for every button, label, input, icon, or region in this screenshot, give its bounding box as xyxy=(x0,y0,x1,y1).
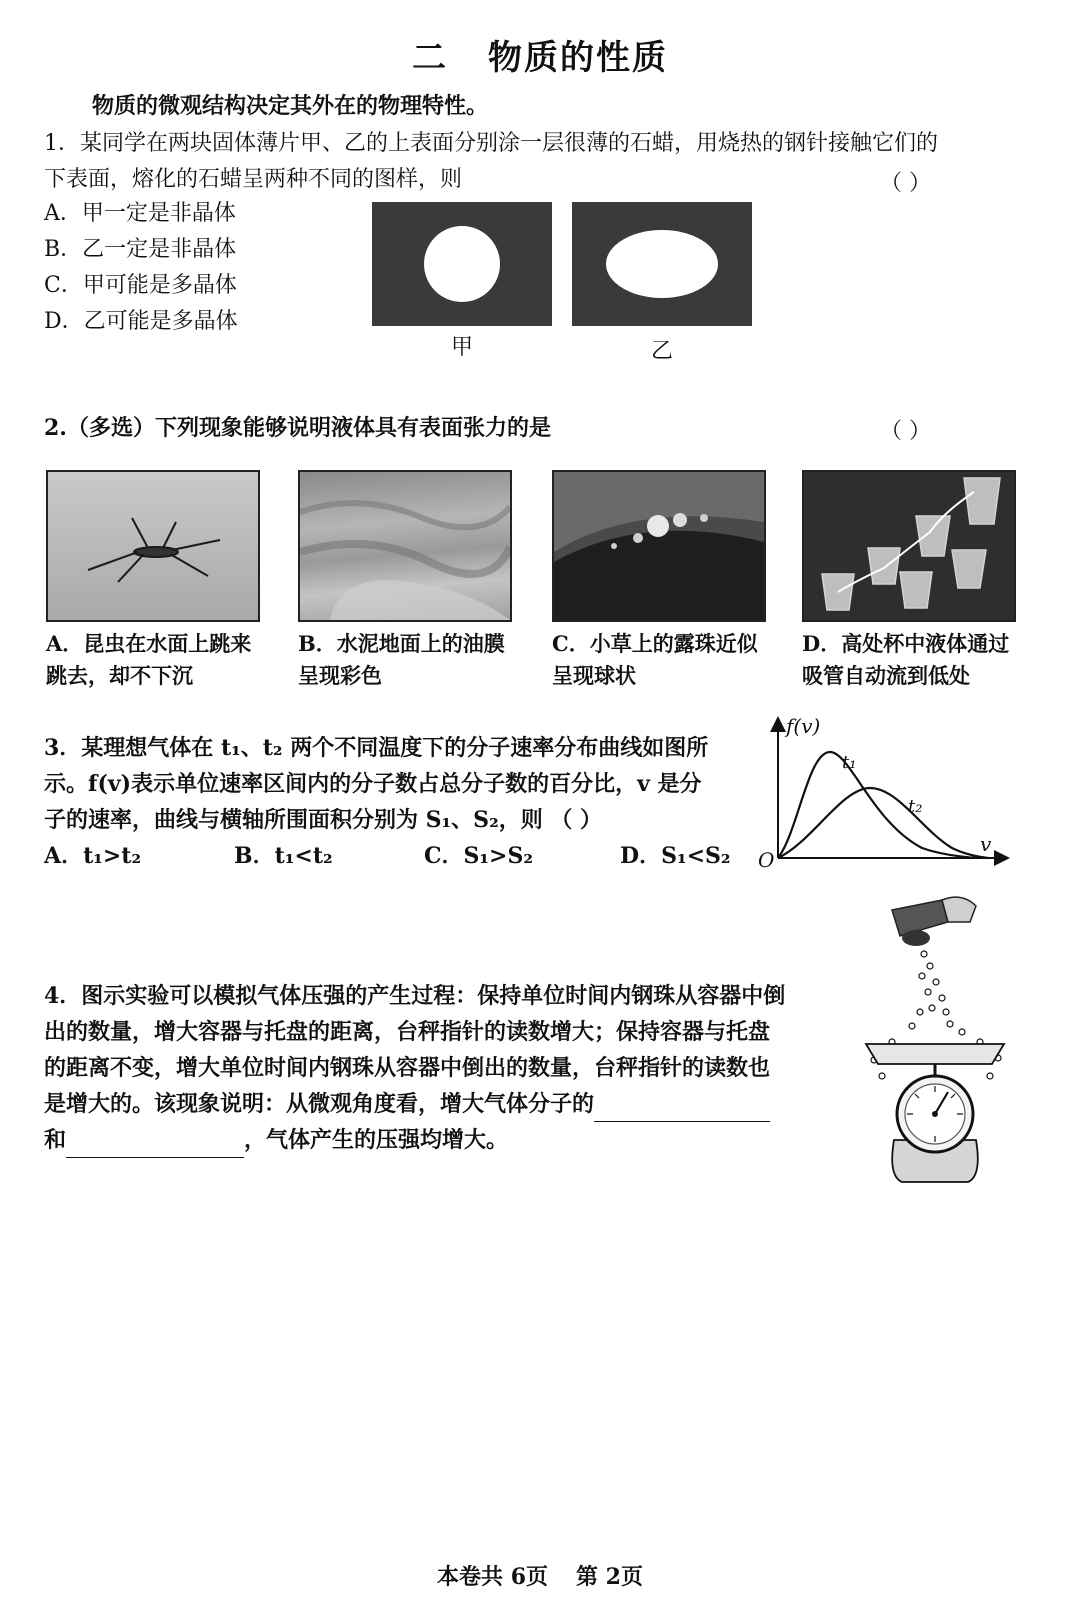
q4-answer-blank-1[interactable] xyxy=(594,1097,770,1122)
q2-caption-a-line1: A．昆虫在水面上跳来 xyxy=(46,631,252,656)
q4-stem-line2: 出的数量，增大容器与托盘的距离，台秤指针的读数增大；保持容器与托盘 xyxy=(44,1019,771,1045)
q4-stem-line4 xyxy=(44,1086,770,1122)
q1-stem-line2: 下表面，熔化的石蜡呈两种不同的图样，则 xyxy=(44,167,463,192)
q4-answer-blank-2[interactable] xyxy=(66,1133,244,1158)
q2-photo-siphon-cups xyxy=(802,470,1016,622)
q3-option-c: C．S₁>S₂ xyxy=(424,843,533,869)
section-heading: 物质的性质 xyxy=(488,38,668,78)
q3-stem-line3: 子的速率，曲线与横轴所围面积分别为 S₁、S₂，则 （ ） xyxy=(44,807,603,833)
q4-line5-and: 和 xyxy=(44,1127,67,1153)
q3-graph-label-t2: t₂ xyxy=(908,796,923,817)
q4-scale-illustration xyxy=(852,892,1022,1188)
curve-t2 xyxy=(778,788,988,858)
section-title xyxy=(0,30,1080,79)
oil-film-image xyxy=(300,472,510,620)
section-intro: 物质的微观结构决定其外在的物理特性。 xyxy=(92,93,489,119)
q4-stem-line1: 4．图示实验可以模拟气体压强的产生过程：保持单位时间内钢珠从容器中倒 xyxy=(44,983,786,1009)
wax-ellipse-pattern xyxy=(572,202,752,326)
footer-total-pages: 本卷共 6页 xyxy=(437,1564,548,1590)
siphon-cups-image xyxy=(804,472,1014,620)
q1-figure-jia xyxy=(372,202,552,326)
q2-caption-b-line2: 呈现彩色 xyxy=(298,663,382,688)
q2-caption-b xyxy=(298,628,505,692)
q1-answer-bracket: （ ） xyxy=(880,171,931,196)
q2-answer-bracket: （ ） xyxy=(880,419,931,444)
steel-balls-scale-image xyxy=(852,892,1022,1188)
water-strider-image xyxy=(48,472,258,620)
section-number: 二 xyxy=(412,38,448,78)
q1-stem-line1: 1．某同学在两块固体薄片甲、乙的上表面分别涂一层很薄的石蜡，用烧热的钢针接触它们的 xyxy=(44,131,939,156)
q3-option-b: B．t₁<t₂ xyxy=(234,843,333,869)
q3-distribution-graph xyxy=(752,712,1012,874)
q2-stem: 2.（多选）下列现象能够说明液体具有表面张力的是 xyxy=(44,415,551,441)
q2-caption-c-line1: C．小草上的露珠近似 xyxy=(552,631,758,656)
q3-option-a: A．t₁>t₂ xyxy=(44,843,142,869)
q3-graph-label-t1: t₁ xyxy=(842,752,857,773)
q3-option-d: D．S₁<S₂ xyxy=(620,843,731,869)
q1-label-yi: 乙 xyxy=(650,339,673,364)
q2-caption-d-line2: 吸管自动流到低处 xyxy=(802,663,970,688)
page-footer xyxy=(0,1560,1080,1591)
q1-option-d: D．乙可能是多晶体 xyxy=(44,309,238,334)
q2-caption-a-line2: 跳去，却不下沉 xyxy=(46,663,193,688)
curve-t1 xyxy=(778,752,978,858)
q2-caption-d xyxy=(802,628,1009,692)
q2-photo-oil-film xyxy=(298,470,512,622)
q2-caption-c-line2: 呈现球状 xyxy=(552,663,636,688)
dew-drops-image xyxy=(554,472,764,620)
q2-caption-b-line1: B．水泥地面上的油膜 xyxy=(298,631,505,656)
q1-label-jia: 甲 xyxy=(450,335,473,360)
q3-stem-line2: 示。f(v)表示单位速率区间内的分子数占总分子数的百分比，v 是分 xyxy=(44,771,702,797)
q1-option-a: A．甲一定是非晶体 xyxy=(44,201,236,226)
q1-option-b: B．乙一定是非晶体 xyxy=(44,237,237,262)
wax-circle-pattern xyxy=(372,202,552,326)
q4-line4-text: 是增大的。该现象说明：从微观角度看，增大气体分子的 xyxy=(44,1091,595,1117)
q3-graph-ylabel: f(v) xyxy=(786,714,821,738)
q2-caption-a xyxy=(46,628,251,692)
q4-line5-text: ，气体产生的压强均增大。 xyxy=(244,1127,509,1153)
q4-stem-line3: 的距离不变，增大单位时间内钢珠从容器中倒出的数量，台秤指针的读数也 xyxy=(44,1055,771,1081)
q2-photo-dew-drops xyxy=(552,470,766,622)
footer-page-number: 第 2页 xyxy=(576,1564,643,1590)
q2-caption-d-line1: D．高处杯中液体通过 xyxy=(802,631,1010,656)
q2-caption-c xyxy=(552,628,758,692)
q1-option-c: C．甲可能是多晶体 xyxy=(44,273,237,298)
q3-stem-line1: 3．某理想气体在 t₁、t₂ 两个不同温度下的分子速率分布曲线如图所 xyxy=(44,735,709,761)
q1-figure-yi xyxy=(572,202,752,326)
q3-graph-origin: O xyxy=(758,848,775,872)
q2-photo-water-strider xyxy=(46,470,260,622)
q4-stem-line5 xyxy=(44,1122,508,1158)
q3-graph-xlabel: v xyxy=(980,832,992,856)
